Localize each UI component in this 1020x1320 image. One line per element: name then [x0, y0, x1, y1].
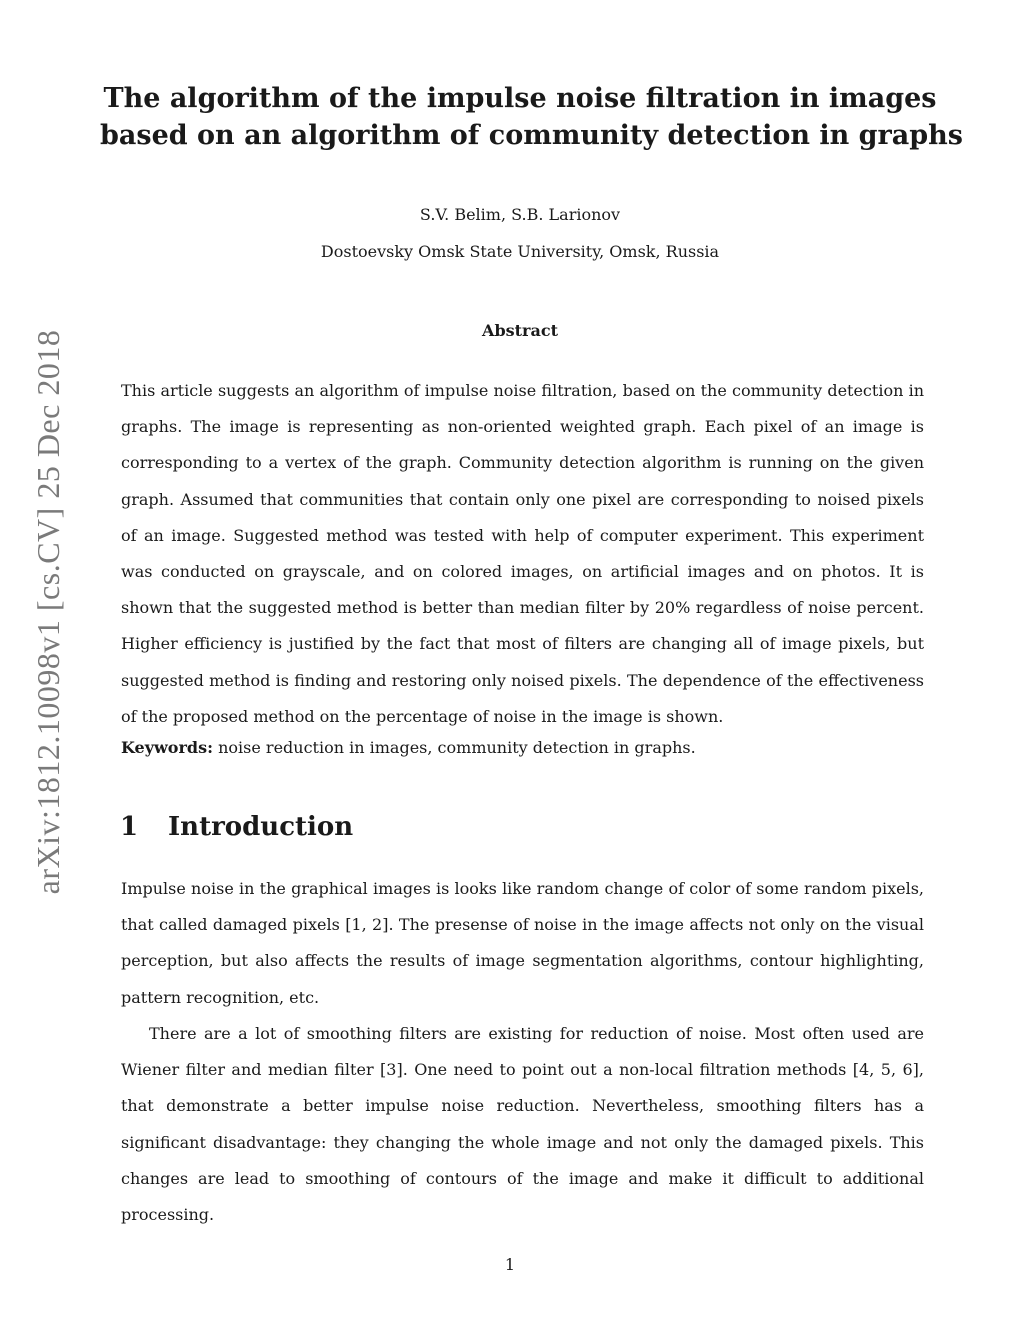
- section-heading: [120, 812, 353, 842]
- keywords-text: noise reduction in images, community detection in graphs.: [218, 738, 696, 757]
- section-number: 1: [120, 812, 139, 842]
- section-title: Introduction: [168, 812, 354, 842]
- intro-paragraph-2: There are a lot of smoothing filters are existing for reduction of noise. Most often used are Wiener filter and median filter [3]. One need to point out a non-local filtration methods [4, 5, 6], that demonstrate a better impulse noise reduction. Nevertheless, smoothing filters has a significant disadvantage: they changing the whole image and not only the damaged pixels. This changes are lead to smoothing of contours of the image and make it difficult to additional processing.: [121, 1024, 924, 1225]
- page-number: 1: [504, 1255, 516, 1274]
- affiliation: Dostoevsky Omsk State University, Omsk, Russia: [320, 242, 720, 261]
- keywords-label: Keywords:: [121, 738, 214, 757]
- authors: S.V. Belim, S.B. Larionov: [419, 205, 621, 224]
- title-line-1: The algorithm of the impulse noise filtration in images: [103, 83, 937, 114]
- title-line-2: based on an algorithm of community detection in graphs: [100, 120, 963, 151]
- abstract-heading: Abstract: [482, 321, 558, 340]
- intro-paragraph-1: Impulse noise in the graphical images is looks like random change of color of some random pixels, that called damaged pixels [1, 2]. The presense of noise in the image affects not only on the visual perception, but also affects the results of image segmentation algorithms, contour highlighting, pattern recognition, etc.: [121, 879, 924, 1007]
- keywords: [121, 738, 696, 757]
- paper-title: [100, 80, 963, 154]
- abstract-text: This article suggests an algorithm of impulse noise filtration, based on the community detection in graphs. The image is representing as non-oriented weighted graph. Each pixel of an image is corresponding to a vertex of the graph. Community detection algorithm is running on the given graph. Assumed that communities that contain only one pixel are corresponding to noised pixels of an image. Suggested method was tested with help of computer experiment. This experiment was conducted on grayscale, and on colored images, on artificial images and on photos. It is shown that the suggested method is better than median filter by 20% regardless of noise percent. Higher efficiency is justified by the fact that most of filters are changing all of image pixels, but suggested method is finding and restoring only noised pixels. The dependence of the effectiveness of the proposed method on the percentage of noise in the image is shown.: [121, 381, 924, 726]
- arxiv-identifier: arXiv:1812.10098v1 [cs.CV] 25 Dec 2018: [30, 329, 66, 895]
